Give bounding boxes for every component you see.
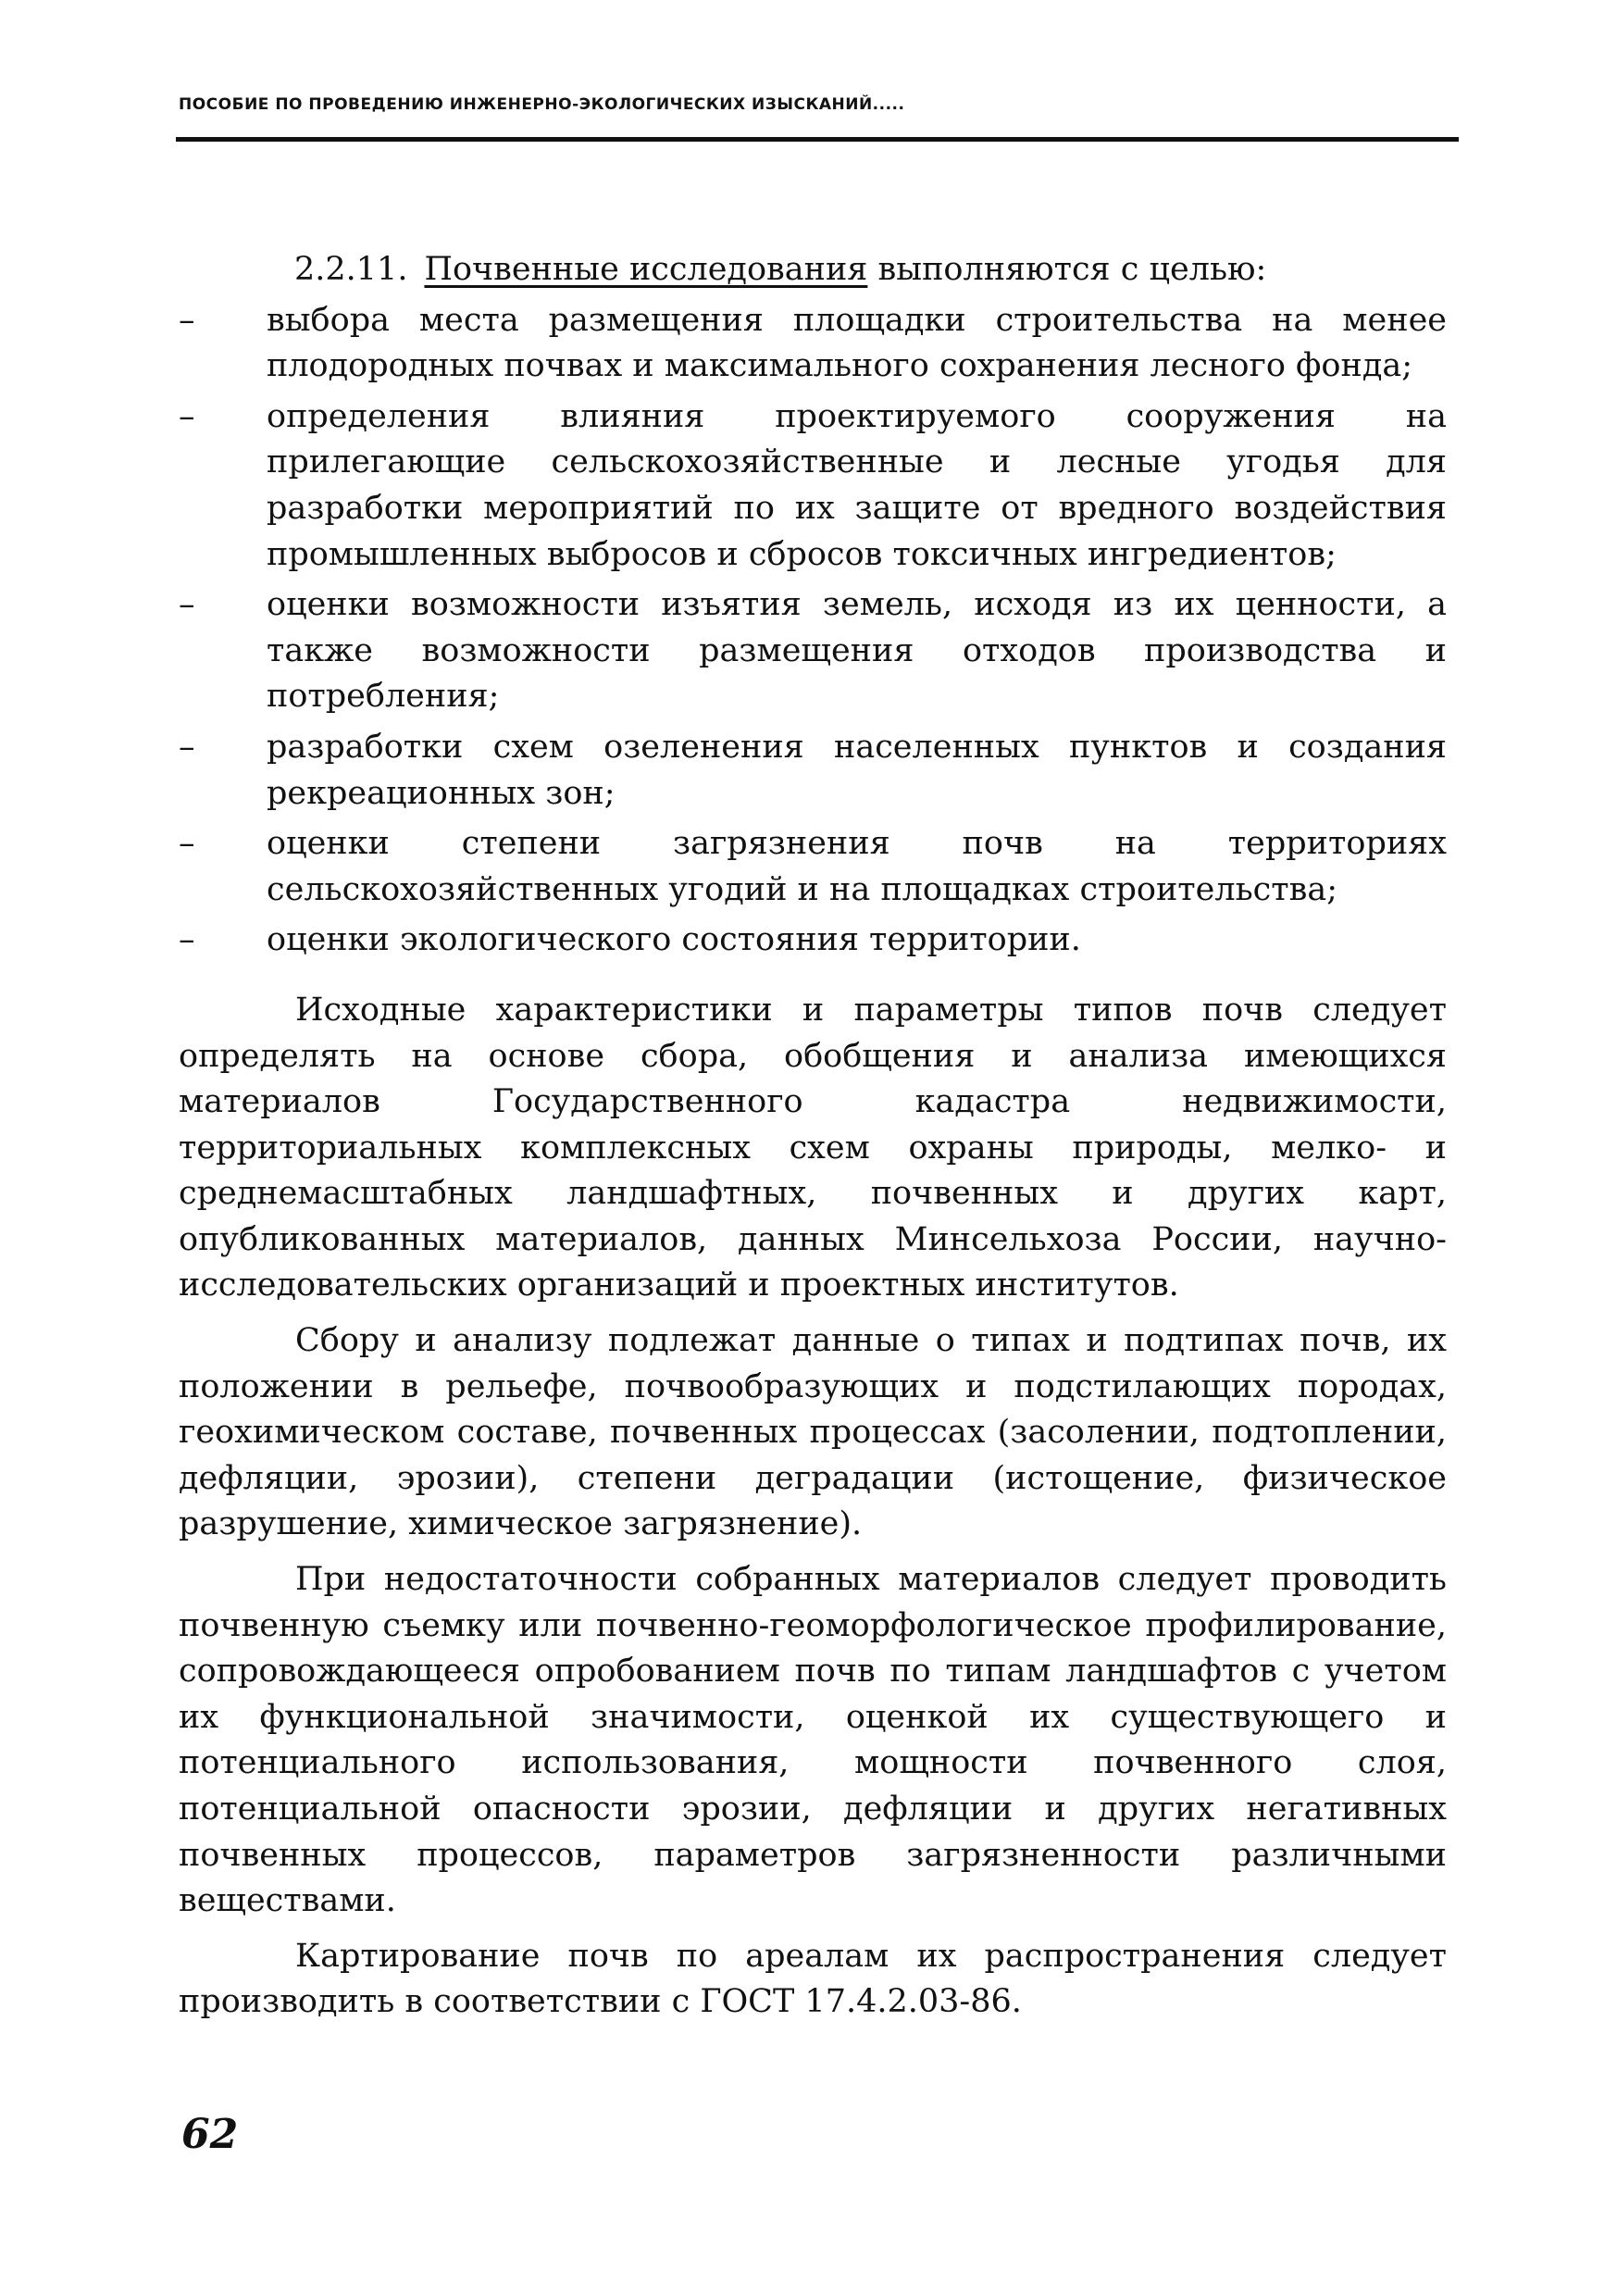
list-item-text: оценки возможности изъятия земель, исходя из их ценности, а также возможности размещения отходов производства и потребления;	[267, 586, 1447, 716]
dash-marker: –	[179, 586, 195, 624]
dash-marker: –	[179, 921, 195, 959]
page-content	[179, 247, 1447, 2026]
section-term: Почвенные исследования	[424, 251, 868, 288]
dash-marker: –	[179, 825, 195, 863]
paragraph-soil-survey: При недостаточности собранных материалов следует проводить почвенную съемку или почвенно-геоморфологическое профилирование, сопровождающееся опробованием почв по типам ландшафтов с учетом их функциональной значимости, оценкой их существующего и потенциального использования, мощности почвенного слоя, потенциальной опасности эрозии, дефляции и других негативных почвенных процессов, параметров загрязненности различными веществами.	[179, 1561, 1447, 1920]
header-rule	[176, 137, 1459, 142]
dash-marker: –	[179, 397, 195, 435]
list-item-text: определения влияния проектируемого сооружения на прилегающие сельскохозяйственные и лесные угодья для разработки мероприятий по их защите от вредного воздействия промышленных выбросов и сбросов токсичных ингредиентов;	[267, 397, 1447, 573]
section-number: 2.2.11.	[294, 251, 408, 288]
list-item	[179, 394, 1447, 578]
dash-marker: –	[179, 301, 195, 339]
list-item	[179, 725, 1447, 817]
section-lead	[179, 247, 1447, 293]
list-item-text: разработки схем озеленения населенных пунктов и создания рекреационных зон;	[267, 728, 1447, 812]
list-item-text: оценки экологического состояния территории.	[267, 921, 1081, 959]
list-item-text: оценки степени загрязнения почв на территориях сельскохозяйственных угодий и на площадках строительства;	[267, 825, 1447, 908]
list-item-text: выбора места размещения площадки строительства на менее плодородных почвах и максимального сохранения лесного фонда;	[267, 301, 1447, 385]
paragraph-soil-mapping: Картирование почв по ареалам их распространения следует производить в соответствии с ГОСТ 17.4.2.03-86.	[179, 1937, 1447, 2021]
running-header: ПОСОБИЕ ПО ПРОВЕДЕНИЮ ИНЖЕНЕРНО-ЭКОЛОГИЧЕСКИХ ИЗЫСКАНИЙ.....	[179, 95, 905, 114]
dash-marker: –	[179, 728, 195, 766]
paragraph-collected-data: Сбору и анализу подлежат данные о типах и подтипах почв, их положении в рельефе, почвообразующих и подстилающих породах, геохимическом составе, почвенных процессах (засолении, подтоплении, дефляции, эрозии), степени деградации (истощение, физическое разрушение, химическое загрязнение).	[179, 1322, 1447, 1543]
list-item	[179, 917, 1447, 964]
paragraph-source-data: Исходные характеристики и параметры типов почв следует определять на основе сбора, обобщения и анализа имеющихся материалов Государственного кадастра недвижимости, территориальных комплексных схем охраны природы, мелко- и среднемасштабных ландшафтных, почвенных и других карт, опубликованных материалов, данных Минсельхоза России, научно-исследовательских организаций и проектных институтов.	[179, 991, 1447, 1304]
list-item	[179, 821, 1447, 913]
list-item	[179, 298, 1447, 390]
page-number: 62	[181, 2111, 239, 2158]
goal-list	[179, 298, 1447, 964]
list-item	[179, 582, 1447, 720]
section-lead-text: выполняются с целью:	[877, 251, 1267, 288]
